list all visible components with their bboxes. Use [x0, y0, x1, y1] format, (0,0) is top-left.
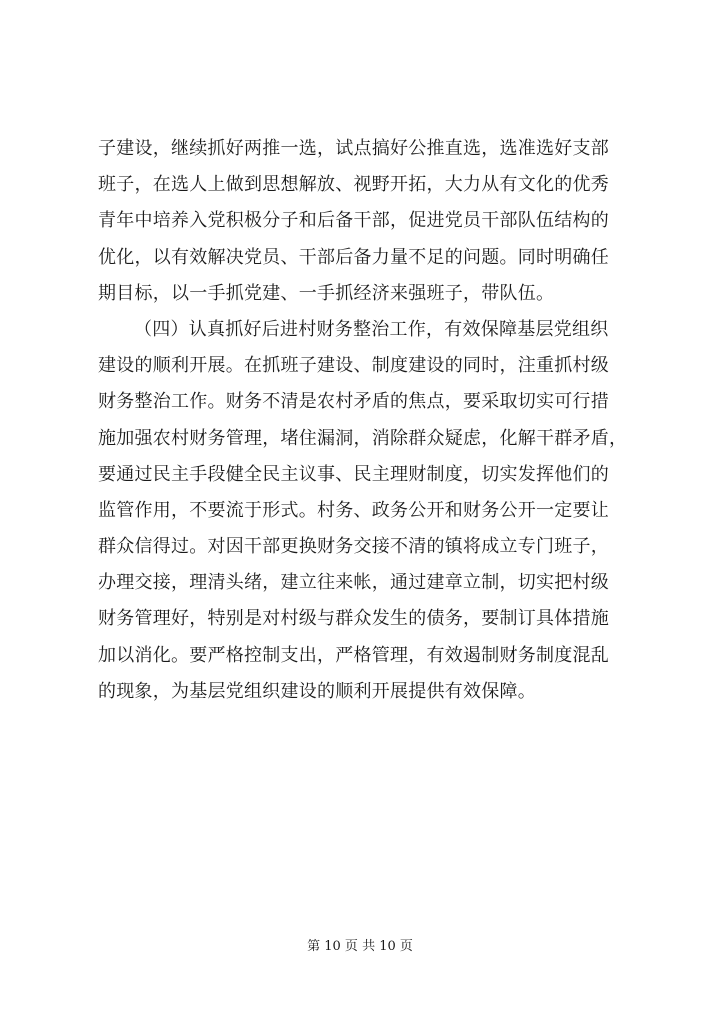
text-line: 子建设，继续抓好两推一选，试点搞好公推直选，选准选好支部: [98, 138, 609, 159]
section-heading-line: （四）认真抓好后进村财务整治工作，有效保障基层党组织: [134, 318, 609, 340]
text-line: 群众信得过。对因干部更换财务交接不清的镇将成立专门班子，: [98, 536, 609, 558]
text-line: 青年中培养入党积极分子和后备干部，促进党员干部队伍结构的: [98, 210, 609, 232]
text-line: 的现象，为基层党组织建设的顺利开展提供有效保障。: [98, 680, 536, 702]
text-line: 财务管理好，特别是对村级与群众发生的债务，要制订具体措施: [98, 608, 609, 630]
text-line: 班子，在选人上做到思想解放、视野开拓，大力从有文化的优秀: [98, 174, 609, 196]
page-number-footer: 第 10 页 共 10 页: [307, 939, 413, 954]
text-line: 要通过民主手段健全民主议事、民主理财制度，切实发挥他们的: [98, 463, 609, 485]
body-text: [98, 131, 638, 710]
text-line: 期目标，以一手抓党建、一手抓经济来强班子，带队伍。: [98, 282, 555, 304]
text-line: 加以消化。要严格控制支出，严格管理，有效遏制财务制度混乱: [98, 644, 609, 666]
text-line: 监管作用，不要流于形式。村务、政务公开和财务公开一定要让: [98, 499, 609, 521]
text-line: 施加强农村财务管理，堵住漏洞，消除群众疑虑，化解干群矛盾，: [98, 427, 628, 449]
text-line: 办理交接，理清头绪，建立往来帐，通过建章立制，切实把村级: [98, 572, 609, 594]
text-line: 建设的顺利开展。在抓班子建设、制度建设的同时，注重抓村级: [98, 355, 609, 377]
text-line: 优化，以有效解决党员、干部后备力量不足的问题。同时明确任: [98, 246, 609, 268]
text-line: 财务整治工作。财务不清是农村矛盾的焦点，要采取切实可行措: [98, 391, 609, 413]
